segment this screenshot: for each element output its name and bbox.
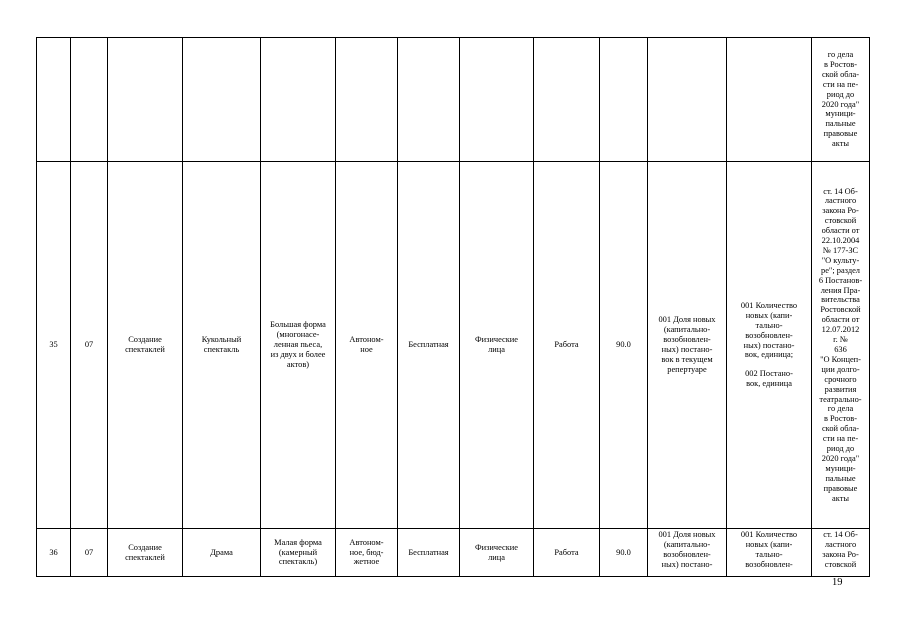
cell-form: Малая форма (камерный спектакль) (261, 529, 336, 577)
cell-consumers (460, 38, 534, 162)
legal-line: в Ростов- (823, 59, 858, 69)
cell-code (71, 38, 108, 162)
cell-consumers: Физические лица (460, 529, 534, 577)
cell-quality: 001 Доля новых (капитально- возобновлен- ных) постано- вок в текущем репертуаре (648, 162, 727, 529)
legal-line: правовые (823, 129, 858, 139)
cell-num (37, 38, 71, 162)
legal-line: сти на пе- (822, 79, 859, 89)
cell-payment (398, 38, 460, 162)
legal-line: 2020 года" (821, 99, 860, 109)
cell-volume: 001 Количество новых (капи- тально- возобновлен- ных) постано- вок, единица; 002 Постано- вок, единица (727, 162, 812, 529)
cell-volume (727, 38, 812, 162)
cell-institution: Автоном- ное, бюд- жетное (336, 529, 398, 577)
cell-form: Большая форма (многонасе- ленная пьеса, из двух и более актов) (261, 162, 336, 529)
legal-line: риод до (826, 89, 855, 99)
cell-payment: Бесплатная (398, 162, 460, 529)
cell-legal (812, 38, 870, 162)
cell-type: Драма (183, 529, 261, 577)
table-row (37, 162, 870, 529)
table-row (37, 529, 870, 577)
cell-service: Создание спектаклей (108, 529, 183, 577)
cell-num: 36 (37, 529, 71, 577)
cell-volume: 001 Количество новых (капи- тально- возобновлен- (727, 529, 812, 577)
cell-legal: ст. 14 Об- ластного закона Ро- стовской (812, 529, 870, 577)
cell-value (600, 38, 648, 162)
cell-type (183, 38, 261, 162)
cell-num: 35 (37, 162, 71, 529)
legal-line: го дела (827, 49, 854, 59)
cell-value: 90.0 (600, 162, 648, 529)
cell-type: Кукольный спектакль (183, 162, 261, 529)
page-number: 19 (832, 577, 843, 588)
cell-category: Работа (534, 162, 600, 529)
table-row (37, 38, 870, 162)
legal-line: акты (832, 139, 849, 149)
cell-code: 07 (71, 529, 108, 577)
legal-line: ской обла- (821, 69, 860, 79)
cell-institution (336, 38, 398, 162)
cell-code: 07 (71, 162, 108, 529)
cell-payment: Бесплатная (398, 529, 460, 577)
cell-quality: 001 Доля новых (капитально- возобновлен- ных) постано- (648, 529, 727, 577)
cell-form (261, 38, 336, 162)
cell-category (534, 38, 600, 162)
cell-consumers: Физические лица (460, 162, 534, 529)
cell-service: Создание спектаклей (108, 162, 183, 529)
cell-quality (648, 38, 727, 162)
legal-line: муници- (825, 109, 856, 119)
legal-line: пальные (825, 119, 856, 129)
cell-category: Работа (534, 529, 600, 577)
cell-institution: Автоном- ное (336, 162, 398, 529)
cell-legal: ст. 14 Об- ластного закона Ро- стовской области от 22.10.2004 № 177-ЗС "О культу- ре"; раздел 6 Постанов- ления Пра- вительства Ростовской области от 12.07.2012 г. № 636 "О Концеп- ции долго- срочного развития театрально- го дела в Ростов- ской обла- сти на пе- риод до 2020 года" муници- пальные правовые акты (812, 162, 870, 529)
services-table (36, 37, 870, 577)
cell-value: 90.0 (600, 529, 648, 577)
cell-service (108, 38, 183, 162)
